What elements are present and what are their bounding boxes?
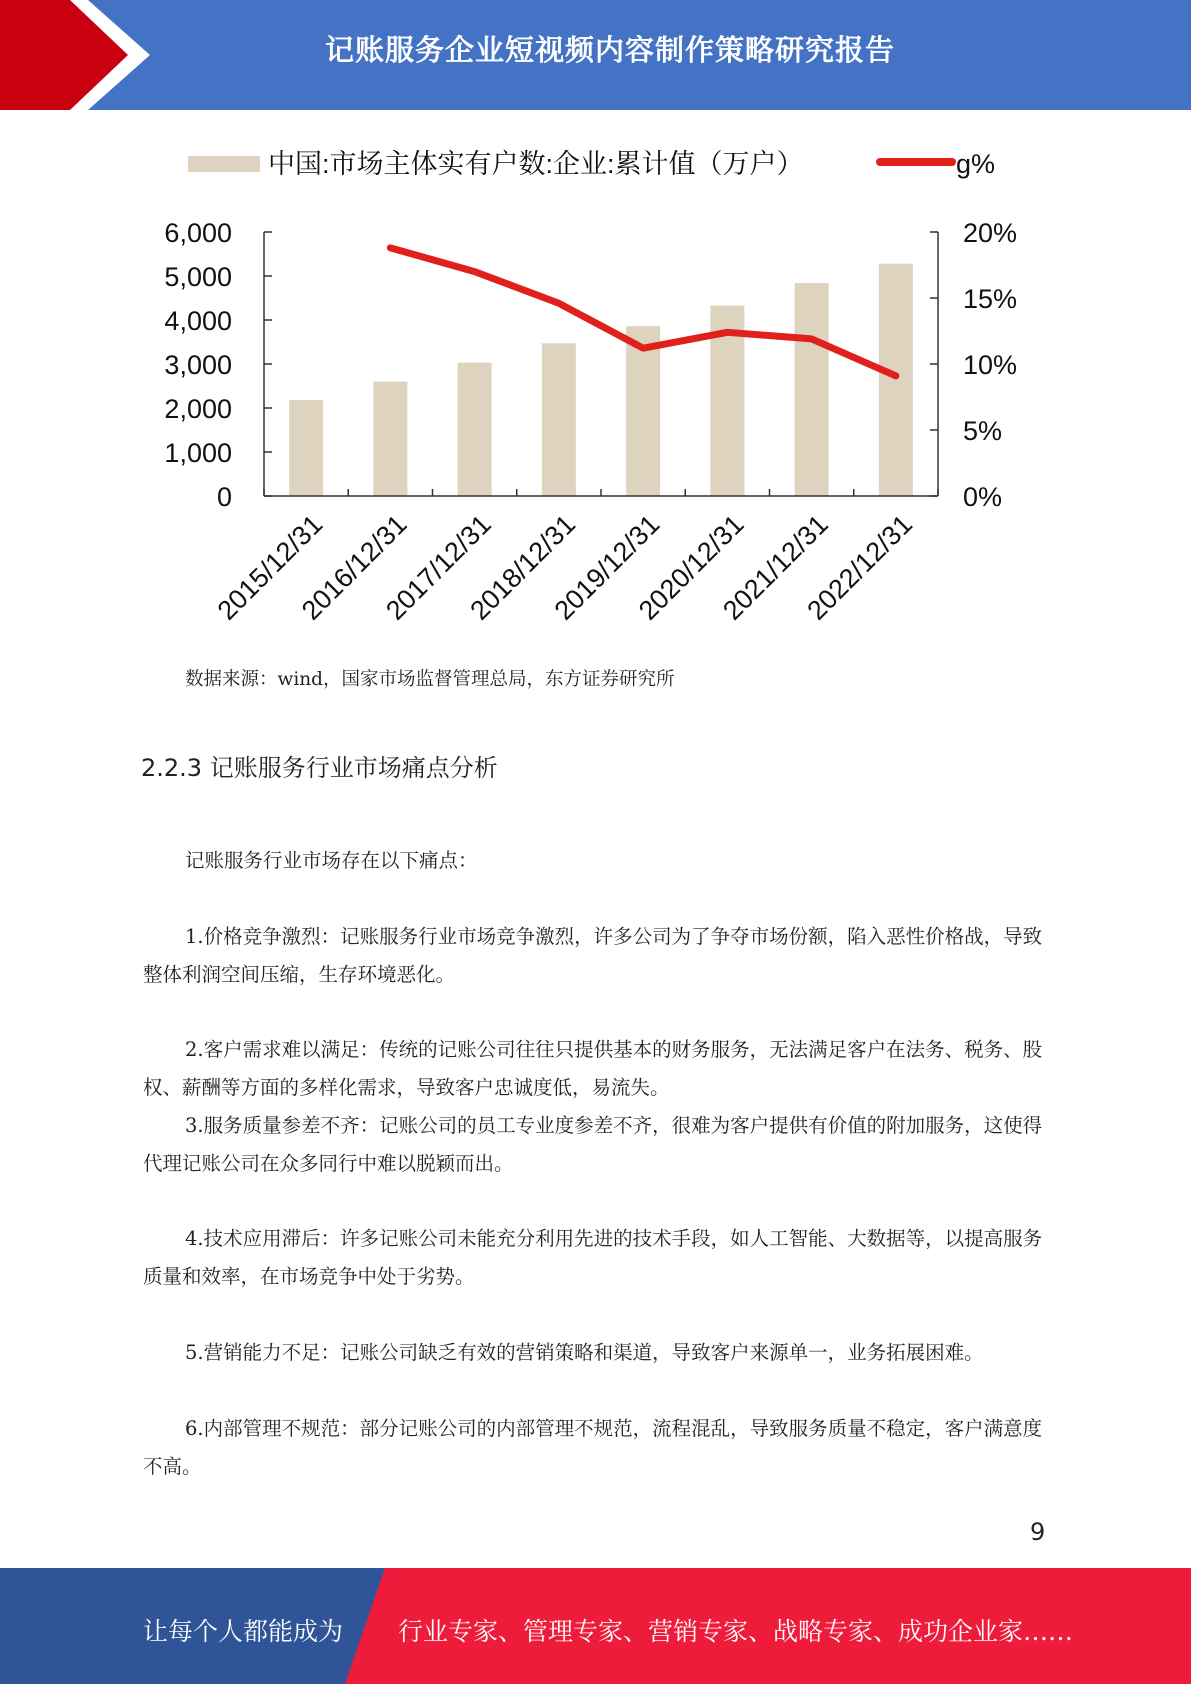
bar — [458, 363, 492, 496]
bar — [289, 400, 323, 496]
page-number: 9 — [1030, 1518, 1046, 1546]
pain-point-3: 3.服务质量参差不齐：记账公司的员工专业度参差不齐，很难为客户提供有价值的附加服务，这使得代理记账公司在众多同行中难以脱颖而出。 — [143, 1114, 1043, 1175]
bar — [795, 283, 829, 496]
left-tick-label: 0 — [216, 482, 232, 512]
page-header — [0, 0, 1191, 110]
x-tick-label: 2019/12/31 — [548, 509, 666, 626]
intro-paragraph: 记账服务行业市场存在以下痛点： — [185, 849, 478, 872]
pain-point-6: 6.内部管理不规范：部分记账公司的内部管理不规范，流程混乱，导致服务质量不稳定，客户满意度不高。 — [143, 1417, 1043, 1478]
left-tick-label: 4,000 — [164, 306, 232, 336]
x-tick-label: 2021/12/31 — [717, 509, 834, 626]
x-tick-label: 2017/12/31 — [380, 509, 497, 626]
right-tick-label: 0% — [963, 482, 1003, 512]
left-tick-label: 1,000 — [164, 438, 232, 468]
x-tick-label: 2015/12/31 — [211, 509, 329, 626]
right-tick-label: 5% — [963, 416, 1003, 446]
bar — [879, 264, 913, 496]
chart-source: 数据来源：wind，国家市场监督管理总局，东方证券研究所 — [185, 669, 675, 690]
footer-slogan-right: 行业专家、管理专家、营销专家、战略专家、成功企业家…… — [398, 1617, 1074, 1646]
header-chevron-shape — [0, 0, 160, 110]
bar — [373, 382, 407, 496]
section-heading: 2.2.3 记账服务行业市场痛点分析 — [141, 754, 498, 782]
x-tick-label: 2020/12/31 — [632, 509, 750, 626]
legend-swatch-bar — [188, 156, 260, 172]
right-tick-label: 20% — [963, 218, 1018, 248]
legend-label-line: g% — [956, 149, 996, 179]
left-tick-label: 2,000 — [164, 394, 232, 424]
left-tick-label: 5,000 — [164, 262, 232, 292]
pain-point-2: 2.客户需求难以满足：传统的记账公司往往只提供基本的财务服务，无法满足客户在法务、税务、股权、薪酬等方面的多样化需求，导致客户忠诚度低，易流失。 — [143, 1038, 1043, 1099]
left-tick-label: 6,000 — [164, 218, 232, 248]
pain-point-1: 1.价格竞争激烈：记账服务行业市场竞争激烈，许多公司为了争夺市场份额，陷入恶性价格战，导致整体利润空间压缩，生存环境恶化。 — [143, 925, 1043, 986]
enterprise-count-chart — [140, 130, 1040, 650]
pain-point-5: 5.营销能力不足：记账公司缺乏有效的营销策略和渠道，导致客户来源单一，业务拓展困难。 — [185, 1341, 984, 1364]
report-title: 记账服务企业短视频内容制作策略研究报告 — [324, 33, 895, 67]
right-tick-label: 10% — [963, 350, 1018, 380]
x-tick-label: 2016/12/31 — [295, 509, 413, 626]
right-tick-label: 15% — [963, 284, 1018, 314]
left-tick-label: 3,000 — [164, 350, 232, 380]
legend-label-bar: 中国:市场主体实有户数:企业:累计值（万户） — [268, 149, 804, 179]
footer-slogan-left: 让每个人都能成为 — [143, 1617, 344, 1646]
x-tick-label: 2018/12/31 — [464, 509, 582, 626]
x-tick-label: 2022/12/31 — [801, 509, 919, 626]
bar — [542, 343, 576, 496]
pain-point-4: 4.技术应用滞后：许多记账公司未能充分利用先进的技术手段，如人工智能、大数据等，以提高服务质量和效率，在市场竞争中处于劣势。 — [143, 1227, 1043, 1288]
